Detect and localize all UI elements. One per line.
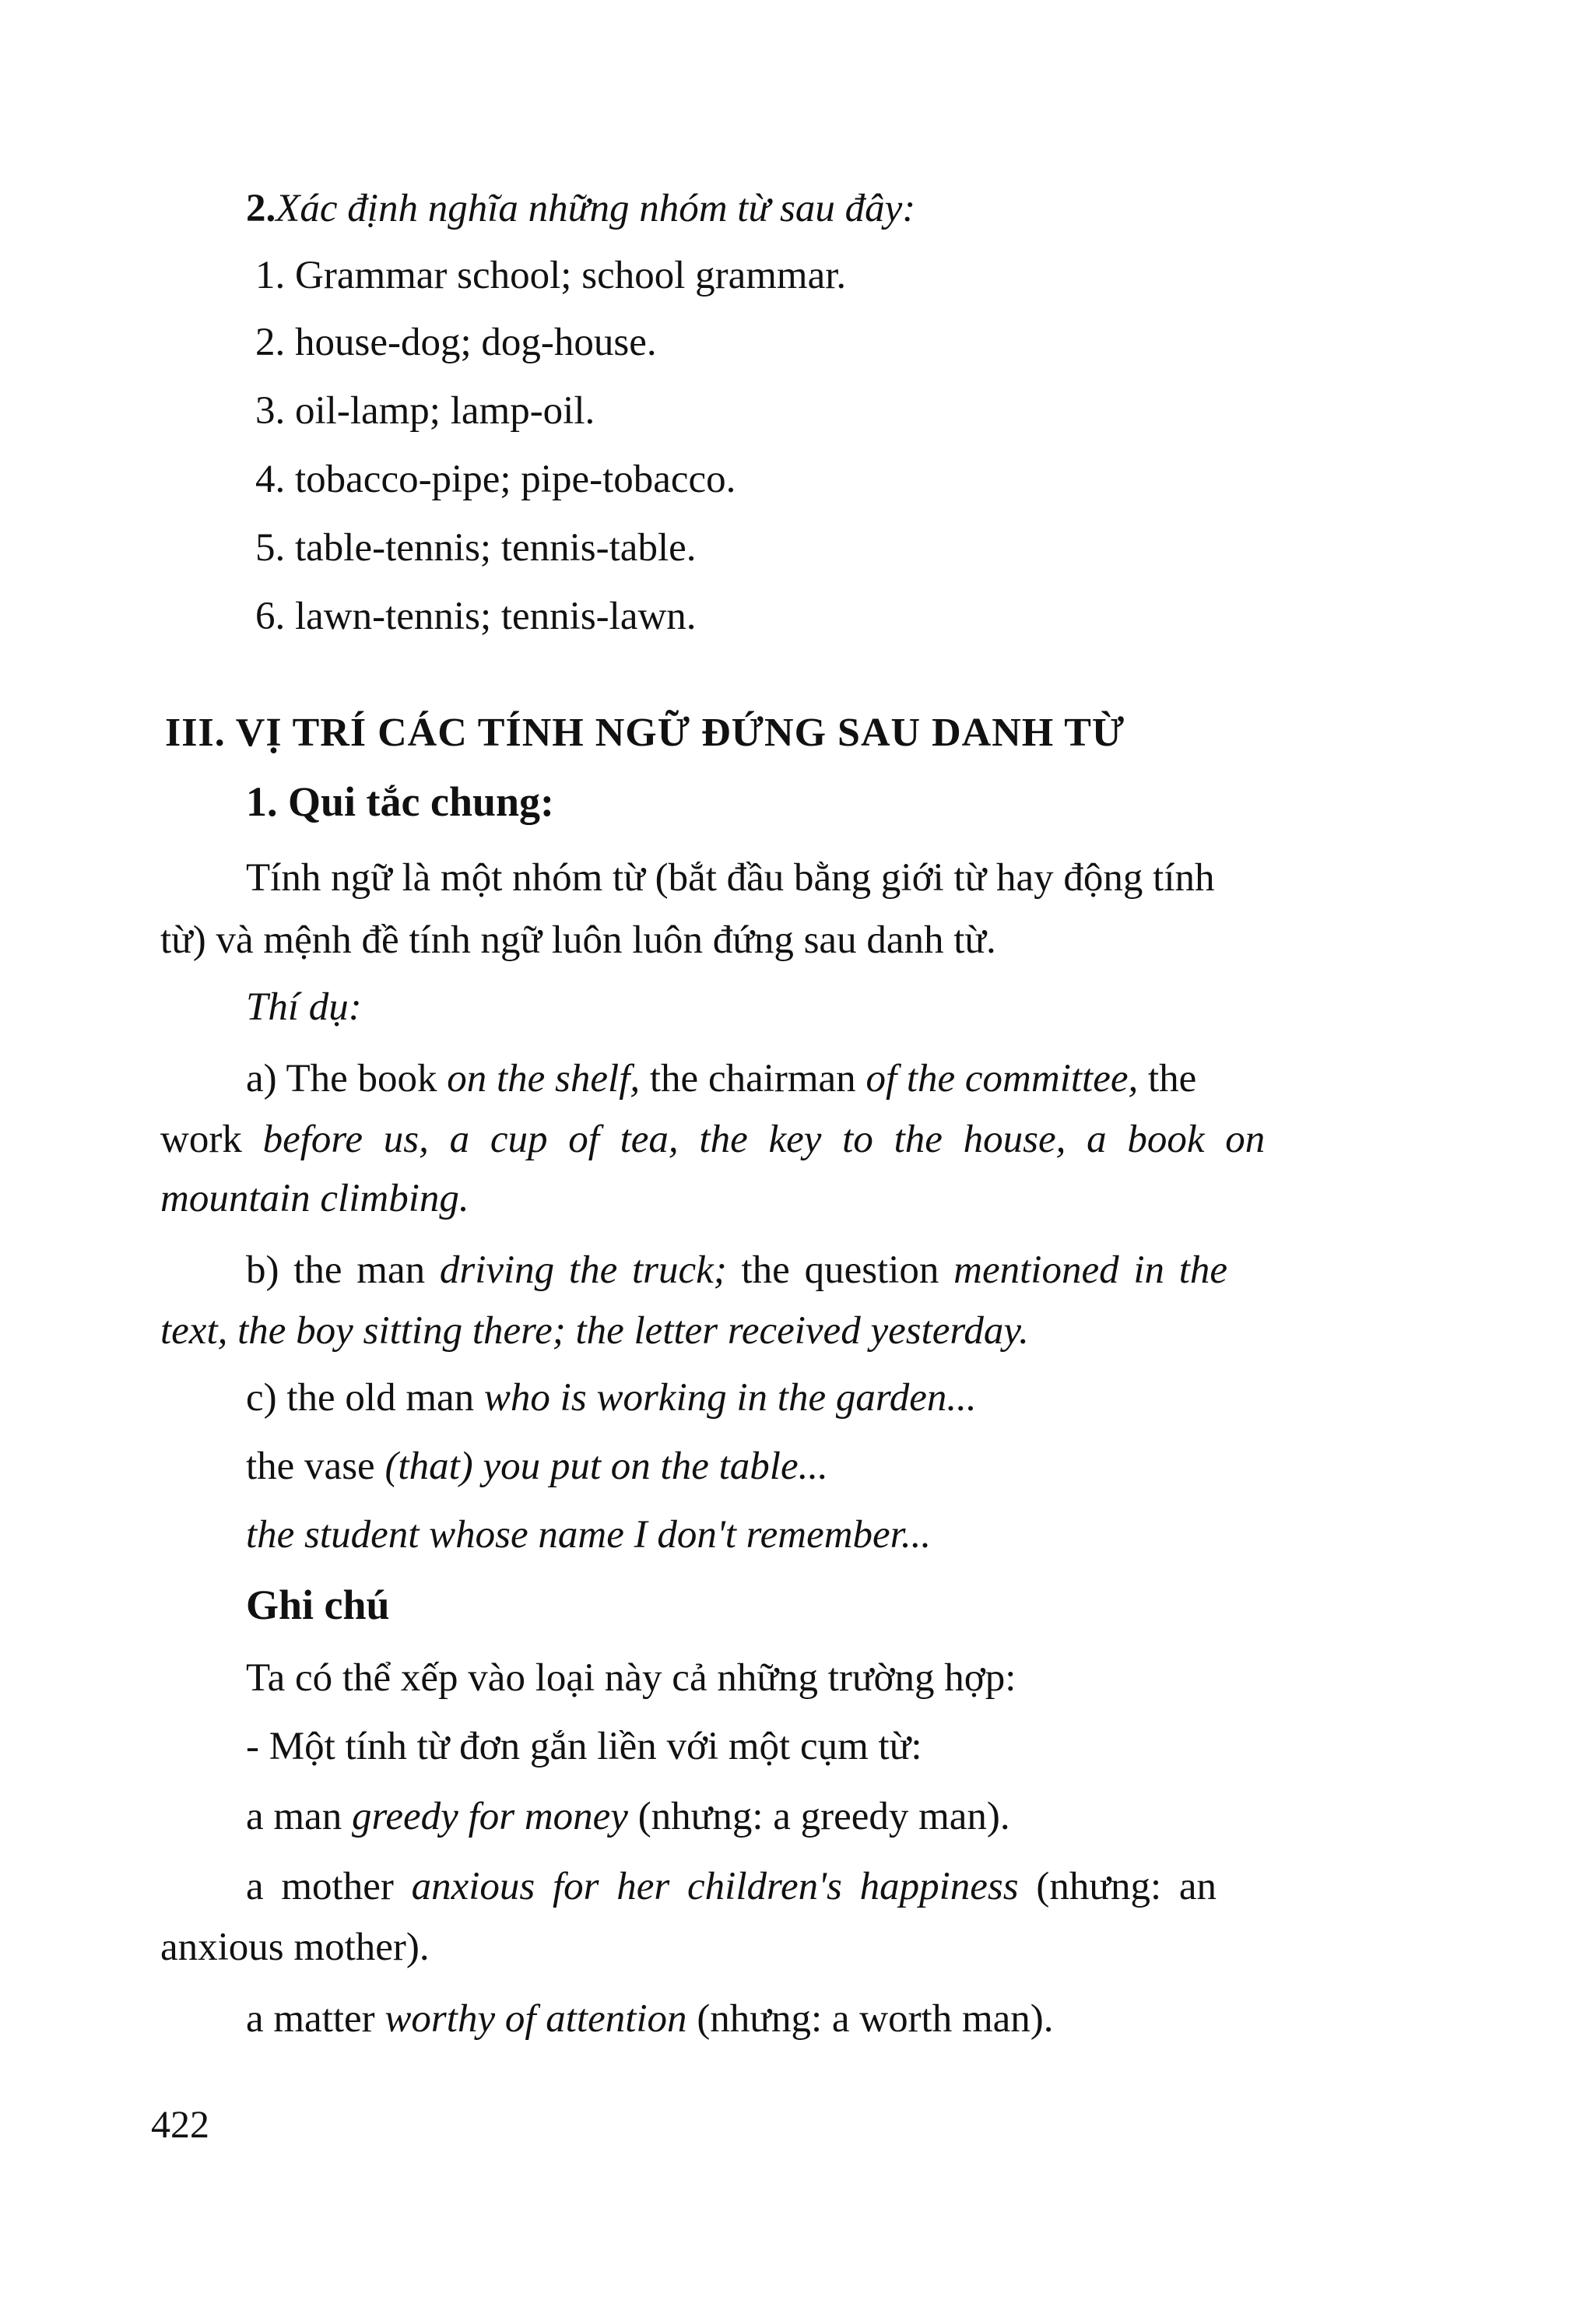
text-run: on the shelf, [447, 1057, 641, 1101]
example-b-line-2: text, the boy sitting there; the letter received yesterday. [160, 1309, 1029, 1353]
exercise-item: 6. lawn-tennis; tennis-lawn. [255, 595, 697, 638]
exercise-item: 2. house-dog; dog-house. [255, 321, 657, 364]
text-run: the chairman [640, 1057, 866, 1101]
example-c-line-2 [246, 1441, 828, 1491]
rule-text-line: từ) và mệnh đề tính ngữ luôn luôn đứng sau danh từ. [160, 918, 996, 962]
text-run: (nhưng: an [1018, 1865, 1217, 1908]
example-b-line-1 [246, 1245, 1473, 1295]
example-c-line-3: the student whose name I don't remember... [246, 1513, 932, 1557]
exercise-title [246, 184, 915, 233]
exercise-item: 1. Grammar school; school grammar. [255, 254, 847, 297]
text-run: a man [246, 1795, 352, 1838]
example-a-line-1 [246, 1054, 1473, 1104]
text-run: b) the man [246, 1248, 440, 1292]
note-example-2-line-2: anxious mother). [160, 1926, 430, 1969]
text-run: worthy of attention [384, 1997, 687, 2041]
text-run: (that) you put on the table... [384, 1445, 828, 1488]
example-label: Thí dụ: [246, 985, 362, 1029]
text-run: (nhưng: a worth man). [686, 1997, 1054, 2041]
note-label: Ghi chú [246, 1582, 390, 1628]
text-run: work [160, 1118, 263, 1161]
text-run: the vase [246, 1445, 385, 1488]
text-run: before us, a cup of tea, the key to the house, a book on [262, 1118, 1266, 1161]
text-run: anxious for her children's happiness [411, 1865, 1019, 1908]
exercise-item: 5. table-tennis; tennis-table. [255, 526, 697, 570]
text-run: (nhưng: a greedy man). [627, 1795, 1010, 1838]
note-bullet: - Một tính từ đơn gắn liền với một cụm từ: [246, 1725, 922, 1768]
rule-line-1: Tính ngữ là một nhóm từ (bắt đầu bằng giới từ hay động tính [246, 856, 1215, 900]
text-run: a) The book [246, 1057, 448, 1101]
text-run: who is working in the garden... [483, 1376, 977, 1420]
note-example-1 [246, 1792, 1010, 1841]
page-number: 422 [151, 2102, 209, 2146]
text-run: a mother [246, 1865, 412, 1908]
note-example-2-line-1 [246, 1862, 1473, 1912]
exercise-item: 4. tobacco-pipe; pipe-tobacco. [255, 458, 736, 501]
exercise-title-text: Xác định nghĩa những nhóm từ sau đây: [276, 187, 916, 230]
section-heading: III. VỊ TRÍ CÁC TÍNH NGỮ ĐỨNG SAU DANH TỪ [165, 711, 1125, 755]
text-run: a matter [246, 1997, 385, 2041]
text-run: c) the old man [246, 1376, 484, 1420]
note-text: Ta có thể xếp vào loại này cả những trường hợp: [246, 1656, 1016, 1700]
example-a-line-3: mountain climbing. [160, 1177, 469, 1220]
text-run: the [1138, 1057, 1197, 1101]
text-run: the question [726, 1248, 954, 1292]
exercise-number: 2. [246, 187, 276, 230]
text-run: greedy for money [351, 1795, 628, 1838]
text-run: driving the truck; [439, 1248, 727, 1292]
example-a-line-2 [160, 1115, 1473, 1164]
example-c-line-1 [246, 1373, 977, 1423]
text-run: mentioned in the [953, 1248, 1228, 1292]
text-run: of the committee, [865, 1057, 1139, 1101]
section-subheading: 1. Qui tắc chung: [246, 778, 555, 825]
note-example-3 [246, 1994, 1054, 2044]
exercise-item: 3. oil-lamp; lamp-oil. [255, 389, 595, 433]
rule-text-line [246, 853, 1473, 903]
